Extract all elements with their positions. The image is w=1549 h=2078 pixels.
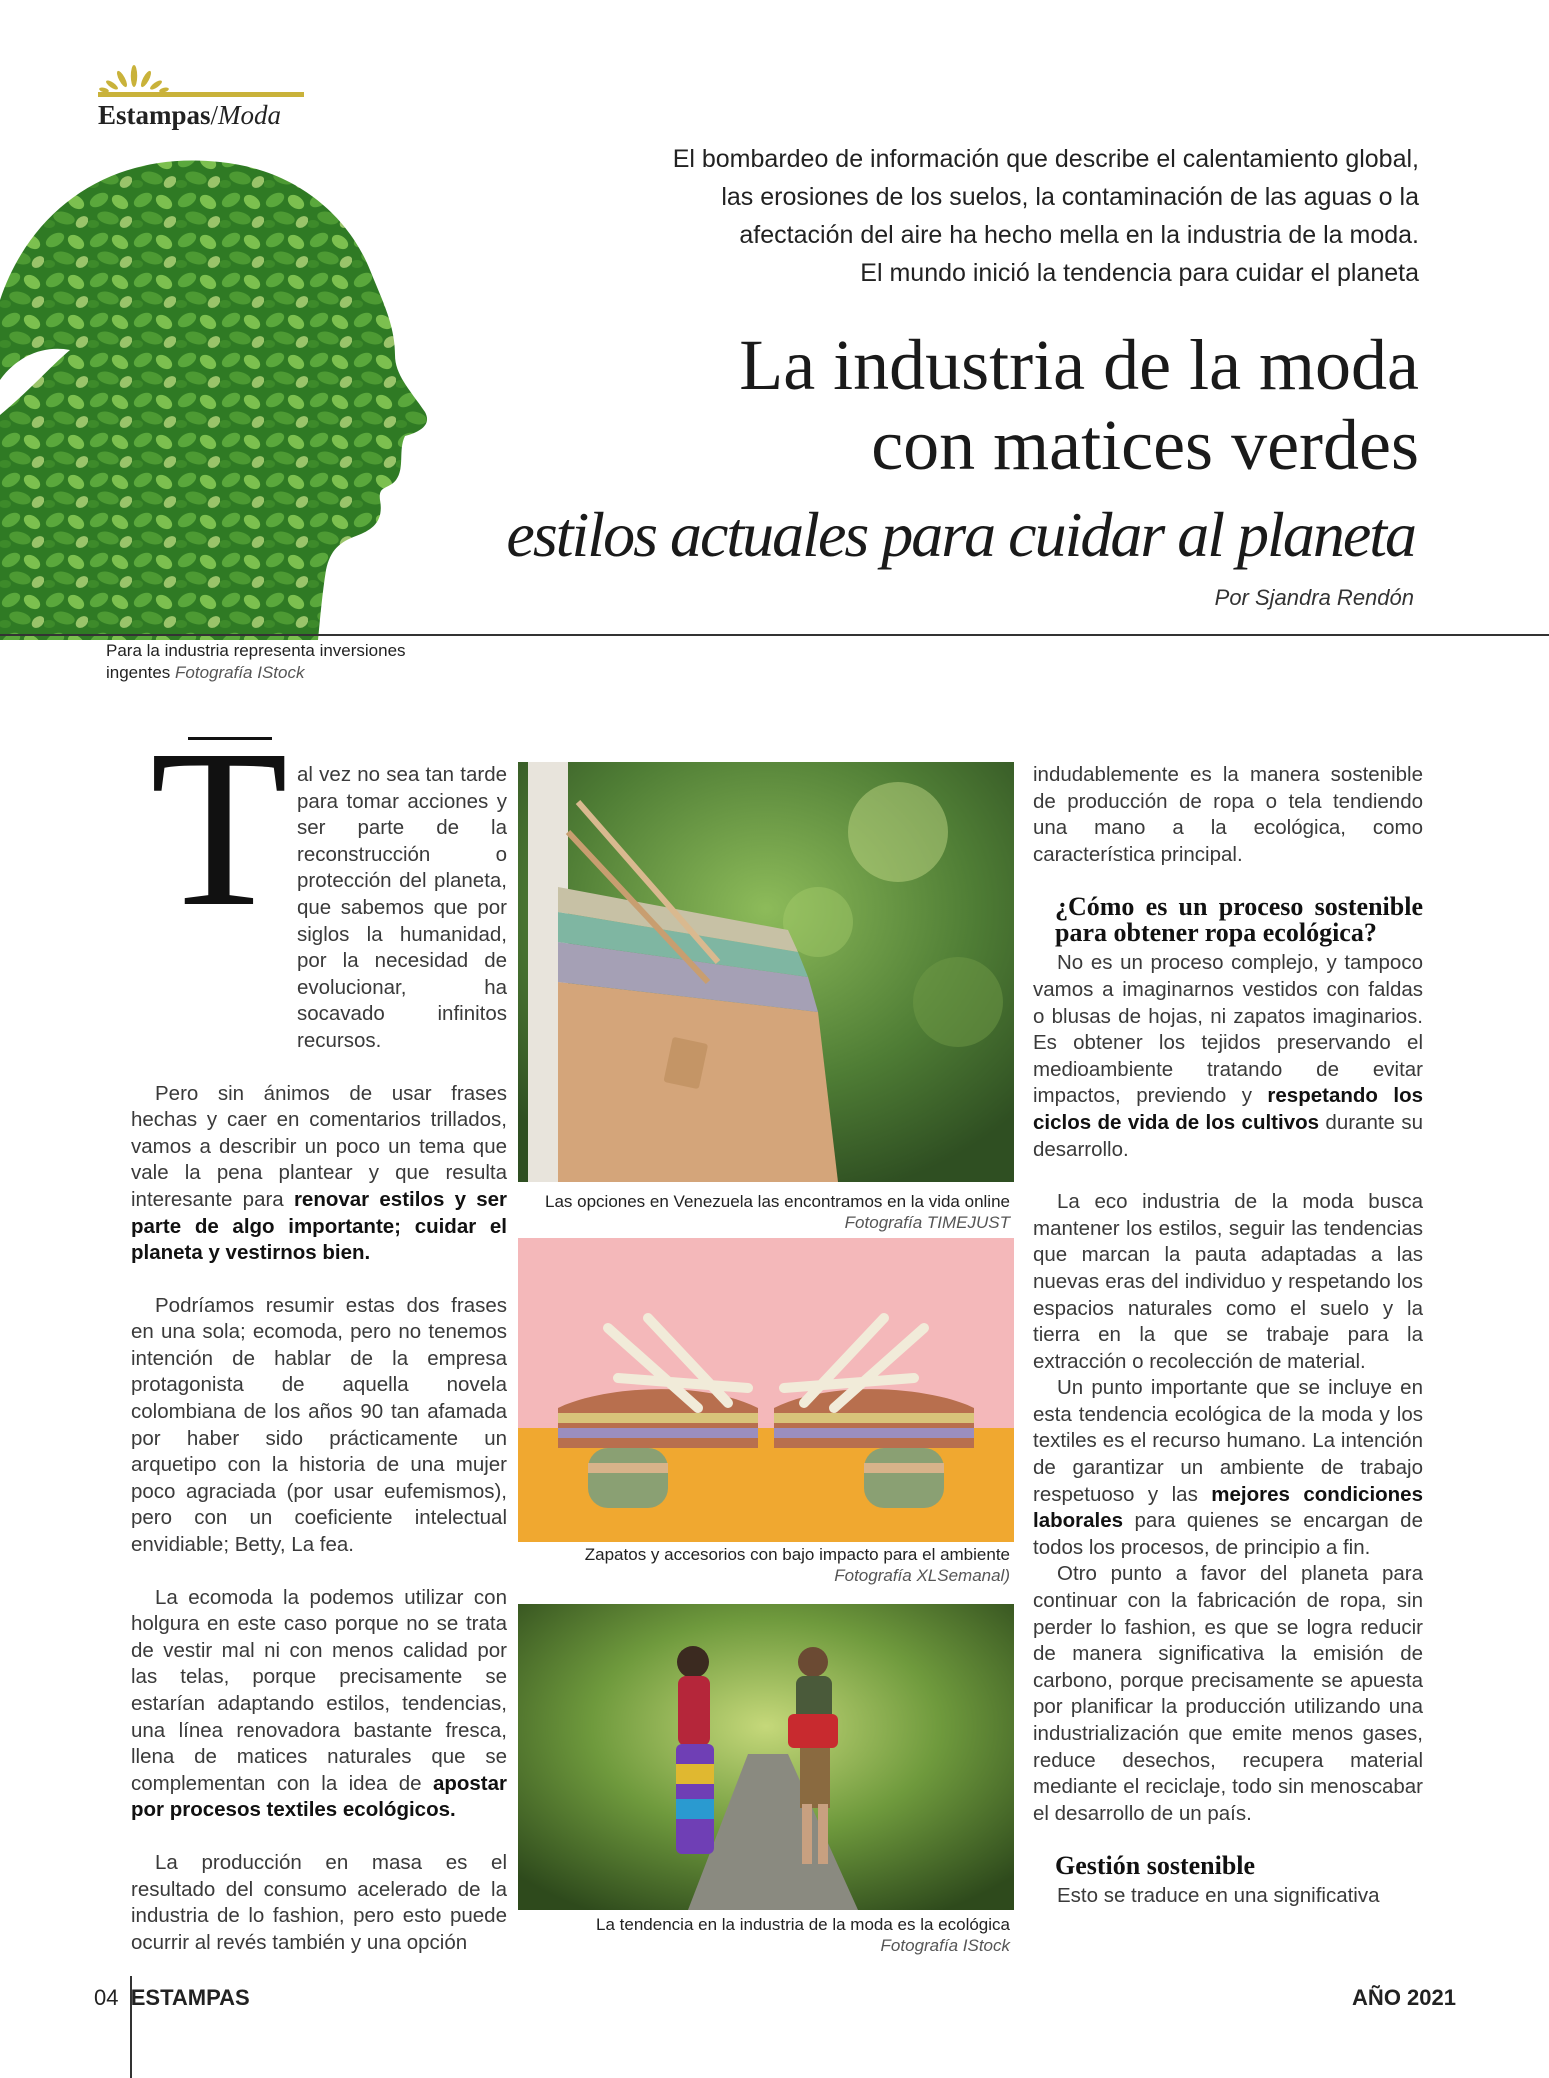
paragraph-text: Un punto importante que se incluye en esta tendencia ecológica de la moda y los textiles es el recurso humano. La intención de garantizar un ambiente de trabajo respetuoso y las bbox=[1033, 1376, 1423, 1506]
byline: Por Sjandra Rendón bbox=[1214, 585, 1414, 610]
article-column-3 bbox=[1033, 762, 1423, 1910]
paragraph-text: La ecomoda la podemos utilizar con holgura en este caso porque no se trata de vestir mal ni con menos calidad por las telas, porque precisamente se estarían adaptando estilos, tendencias, una línea renovadora bastante fresca, llena de matices naturales que se complementan con la idea de bbox=[131, 1585, 507, 1795]
section-name: Estampas bbox=[98, 100, 211, 130]
sun-rays-icon bbox=[96, 62, 172, 94]
caption-text: La tendencia en la industria de la moda es la ecológica bbox=[596, 1915, 1010, 1934]
issue-year: AÑO 2021 bbox=[1352, 1985, 1456, 2010]
photo-caption bbox=[518, 1544, 1010, 1586]
article-title bbox=[739, 325, 1419, 485]
article-column-1 bbox=[131, 762, 507, 1956]
paragraph-text: al vez no sea tan tarde para tomar acciones y ser parte de la reconstrucción o protección del planeta, que sabemos que por siglos la humanidad, por la necesidad de evolucionar, ha socavado infinitos recursos. bbox=[297, 763, 507, 1052]
caption-credit: Fotografía IStock bbox=[175, 663, 305, 682]
title-line: con matices verdes bbox=[871, 405, 1419, 485]
lead-line: El bombardeo de información que describe el calentamiento global, bbox=[672, 145, 1419, 173]
article-subtitle: estilos actuales para cuidar al planeta bbox=[506, 499, 1415, 570]
paragraph: Otro punto a favor del planeta para continuar con la fabricación de ropa, sin perder lo fashion, es que se logra reducir de manera significativa la emisión de carbono, porque precisamente se apuesta por planificar la producción utilizando una industrialización que emite menos gases, reduce desechos, recupera material mediante el reciclaje, todo sin menoscabar el desarrollo de un país. bbox=[1033, 1562, 1423, 1825]
header-image-caption bbox=[106, 640, 446, 684]
highlighted-text: respetando los ciclos de vida de los cultivos bbox=[1033, 1084, 1424, 1134]
photo-couple-walking bbox=[518, 1604, 1014, 1910]
page-folio bbox=[94, 1985, 250, 2011]
title-line: La industria de la moda bbox=[739, 325, 1419, 405]
paragraph-text: Pero sin ánimos de usar frases hechas y caer en comentarios trillados, vamos a describir un poco un tema que vale la pena plantear y que resulta interesante para bbox=[131, 1081, 507, 1211]
leaf-silhouette-image bbox=[0, 150, 440, 640]
subsection-name: Moda bbox=[218, 100, 282, 130]
drop-cap: T bbox=[150, 703, 289, 953]
header-divider bbox=[0, 634, 1549, 636]
paragraph-text: No es un proceso complejo, y tampoco vamos a imaginarnos vestidos con faldas o blusas de hojas, ni zapatos imaginarios. Es obtener los tejidos preservando el medioambiente tratando de evitar impactos, previendo y bbox=[1033, 951, 1423, 1108]
highlighted-text: mejores condiciones laborales bbox=[1033, 1482, 1423, 1533]
paragraph bbox=[297, 762, 507, 1055]
paragraph: La producción en masa es el resultado del consumo acelerado de la industria de lo fashion, pero esto puede ocurrir al revés también y una opción bbox=[131, 1850, 507, 1954]
highlighted-text: renovar estilos y ser parte de algo importante; cuidar el planeta y vestirnos bien. bbox=[131, 1187, 507, 1265]
paragraph: Podríamos resumir estas dos frases en una sola; ecomoda, pero no tenemos intención de hablar de la empresa protagonista de aquella novela colombiana de los años 90 tan afamada por haber sido prácticamente un arquetipo con la historia de una mujer poco agraciada (por usar eufemismos), pero con un coeficiente intelectual envidiable; Betty, La fea. bbox=[131, 1293, 507, 1557]
subheading: Gestión sostenible bbox=[1055, 1851, 1256, 1881]
photo-eco-shoes bbox=[518, 1238, 1014, 1542]
paragraph bbox=[131, 1585, 507, 1824]
highlighted-text: apostar por procesos textiles ecológicos. bbox=[131, 1771, 507, 1822]
caption-text: Zapatos y accesorios con bajo impacto para el ambiente bbox=[584, 1545, 1010, 1564]
gold-rule bbox=[98, 92, 304, 97]
subheading: ¿Cómo es un proceso sostenible para obtener ropa ecológica? bbox=[1055, 892, 1423, 948]
paragraph bbox=[1033, 1375, 1423, 1561]
lead-line: El mundo inició la tendencia para cuidar el planeta bbox=[860, 259, 1419, 287]
paragraph bbox=[131, 1081, 507, 1267]
photo-caption bbox=[518, 1191, 1010, 1233]
photo-clothes-rack bbox=[518, 762, 1014, 1182]
paragraph-text: para quienes se encargan de todos los procesos, de principio a fin. bbox=[1033, 1509, 1423, 1559]
publication-name: ESTAMPAS bbox=[130, 1985, 250, 2010]
lead-line: afectación del aire ha hecho mella en la industria de la moda. bbox=[739, 221, 1419, 249]
photo-caption bbox=[518, 1914, 1010, 1956]
page-number: 04 bbox=[94, 1985, 119, 2010]
caption-credit: Fotografía XLSemanal) bbox=[834, 1566, 1010, 1585]
paragraph-text: durante su desarrollo. bbox=[1033, 1110, 1423, 1161]
caption-credit: Fotografía TIMEJUST bbox=[844, 1213, 1010, 1232]
paragraph: indudablemente es la manera sostenible de producción de ropa o tela tendiendo una mano a la ecológica, como característica principal. bbox=[1033, 763, 1423, 866]
caption-credit: Fotografía IStock bbox=[880, 1936, 1010, 1955]
section-label: Estampas/Moda bbox=[98, 100, 282, 130]
paragraph: La eco industria de la moda busca mantener los estilos, seguir las tendencias que marcan la pauta adaptadas a las nuevas eras del individuo y respetando los espacios naturales como el suelo y la tierra en la que se trabaje para la extracción o recolección de material. bbox=[1033, 1190, 1423, 1373]
lead-paragraph bbox=[599, 140, 1419, 292]
caption-text: Las opciones en Venezuela las encontramos en la vida online bbox=[545, 1192, 1010, 1211]
paragraph: Esto se traduce en una significativa bbox=[1057, 1884, 1380, 1908]
lead-line: las erosiones de los suelos, la contaminación de las aguas o la bbox=[721, 183, 1419, 211]
caption-text: Para la industria representa inversiones ingentes bbox=[106, 641, 406, 682]
paragraph bbox=[1033, 950, 1423, 1163]
